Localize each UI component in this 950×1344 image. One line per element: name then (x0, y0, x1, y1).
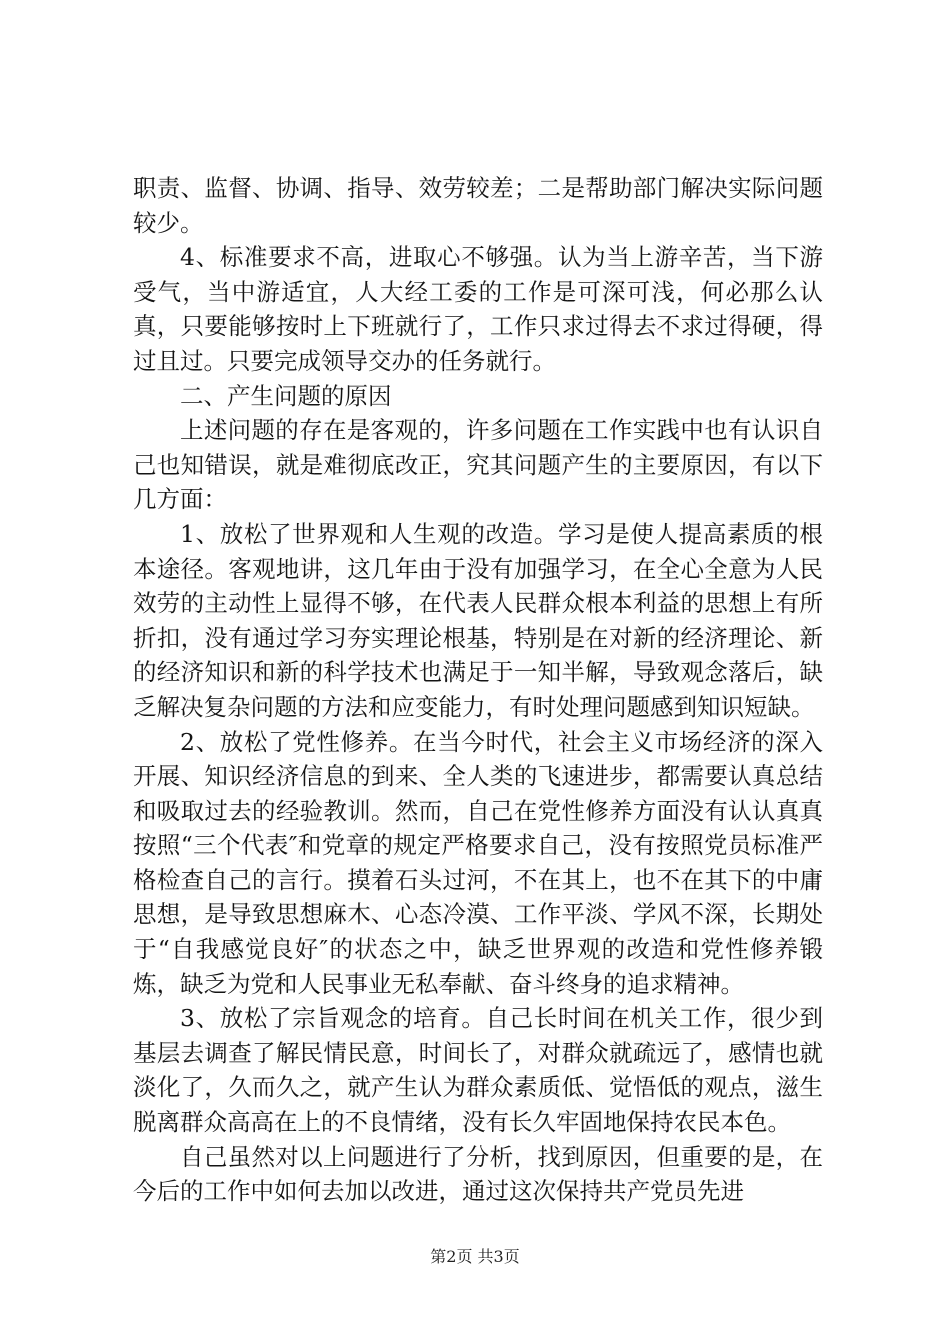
document-body (133, 171, 823, 1209)
paragraph-continuation: 职责、监督、协调、指导、效劳较差；二是帮助部门解决实际问题较少。 (133, 174, 823, 237)
paragraph-cause-1: 1、放松了世界观和人生观的改造。学习是使人提高素质的根本途径。客观地讲，这几年由于没有加强学习，在全心全意为人民效劳的主动性上显得不够，在代表人民群众根本利益的思想上有所折扣，没有通过学习夯实理论根基，特别是在对新的经济理论、新的经济知识和新的科学技术也满足于一知半解，导致观念落后，缺乏解决复杂问题的方法和应变能力，有时处理问题感到知识短缺。 (133, 519, 823, 721)
paragraph-cause-3: 3、放松了宗旨观念的培育。自己长时间在机关工作，很少到基层去调查了解民情民意，时间长了，对群众就疏远了，感情也就淡化了，久而久之，就产生认为群众素质低、觉悟低的观点，滋生脱离群众高高在上的不良情绪，没有长久牢固地保持农民本色。 (133, 1004, 823, 1137)
section-heading-causes: 二、产生问题的原因 (180, 381, 392, 410)
page-number-footer: 第2页 共3页 (430, 1247, 520, 1266)
paragraph-point-4: 4、标准要求不高，进取心不够强。认为当上游辛苦，当下游受气，当中游适宜，人大经工委的工作是可深可浅，何必那么认真，只要能够按时上下班就行了，工作只求过得去不求过得硬，得过且过。只要完成领导交办的任务就行。 (133, 243, 823, 375)
paragraph-causes-intro: 上述问题的存在是客观的，许多问题在工作实践中也有认识自己也知错误，就是难彻底改正，究其问题产生的主要原因，有以下几方面： (133, 416, 823, 514)
paragraph-cause-2: 2、放松了党性修养。在当今时代，社会主义市场经济的深入开展、知识经济信息的到来、全人类的飞速进步，都需要认真总结和吸取过去的经验教训。然而，自己在党性修养方面没有认认真真按照“三个代表″和党章的规定严格要求自己，没有按照党员标准严格检查自己的言行。摸着石头过河，不在其上，也不在其下的中庸思想，是导致思想麻木、心态冷漠、工作平淡、学风不深，长期处于“自我感觉良好″的状态之中，缺乏世界观的改造和党性修养锻炼，缺乏为党和人民事业无私奉献、奋斗终身的追求精神。 (133, 727, 823, 998)
paragraph-conclusion: 自己虽然对以上问题进行了分析，找到原因，但重要的是，在今后的工作中如何去加以改进，通过这次保持共产党员先进 (133, 1142, 823, 1206)
